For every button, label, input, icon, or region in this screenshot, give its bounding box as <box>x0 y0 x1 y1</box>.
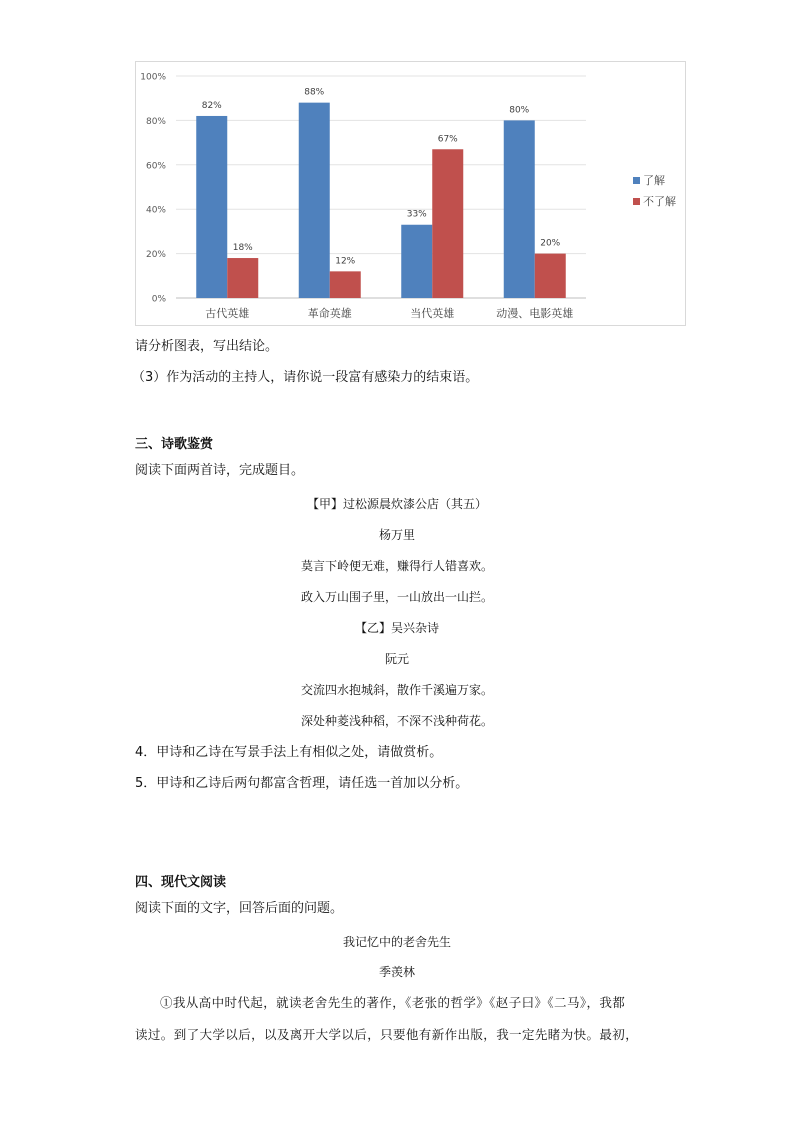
bar-chart-svg <box>136 62 687 327</box>
bar <box>535 254 566 298</box>
poem2-title: 【乙】吴兴杂诗 <box>354 621 439 635</box>
legend-swatch <box>633 177 640 184</box>
article-title: 我记忆中的老舍先生 <box>342 935 451 949</box>
article-paragraph-line-1: ①我从高中时代起，就读老舍先生的著作，《老张的哲学》《赵子曰》《二马》，我都 <box>160 995 626 1010</box>
data-label: 82% <box>201 100 222 111</box>
poem1-author: 杨万里 <box>378 528 415 542</box>
data-label: 18% <box>232 243 253 254</box>
bar <box>299 103 330 298</box>
question-3: （3）作为活动的主持人，请你说一段富有感染力的结束语。 <box>132 370 479 385</box>
y-tick-label: 20% <box>145 250 166 261</box>
data-label: 33% <box>406 209 427 220</box>
poem1-line-1: 莫言下岭便无难，赚得行人错喜欢。 <box>300 559 493 573</box>
section-3-heading: 三、诗歌鉴赏 <box>135 437 214 452</box>
bar <box>401 225 432 298</box>
question-5: 5．甲诗和乙诗后两句都富含哲理，请任选一首加以分析。 <box>135 776 469 791</box>
section-4-heading: 四、现代文阅读 <box>135 875 227 890</box>
bar <box>432 149 463 298</box>
data-label: 88% <box>304 87 325 98</box>
y-tick-label: 0% <box>151 294 166 305</box>
y-tick-label: 100% <box>140 72 166 83</box>
x-tick-label: 动漫、电影英雄 <box>496 307 574 320</box>
x-tick-label: 当代英雄 <box>410 307 455 320</box>
bar <box>504 120 535 298</box>
poem1-line-2: 政入万山围子里，一山放出一山拦。 <box>300 590 493 604</box>
y-tick-label: 80% <box>145 116 166 127</box>
bar-chart <box>135 61 686 326</box>
bar <box>227 258 258 298</box>
bar <box>196 116 227 298</box>
legend-swatch <box>633 198 640 205</box>
chart-question: 请分析图表，写出结论。 <box>135 339 279 354</box>
x-tick-label: 革命英雄 <box>307 307 352 320</box>
y-tick-label: 60% <box>145 161 166 172</box>
poem2-line-2: 深处种菱浅种稻，不深不浅种荷花。 <box>300 714 493 728</box>
data-label: 12% <box>335 256 356 267</box>
y-tick-label: 40% <box>145 205 166 216</box>
x-tick-label: 古代英雄 <box>205 307 250 320</box>
data-label: 67% <box>437 134 458 145</box>
poem2-line-1: 交流四水抱城斜，散作千溪遍万家。 <box>300 683 493 697</box>
section-3-intro: 阅读下面两首诗，完成题目。 <box>135 463 305 478</box>
question-4: 4．甲诗和乙诗在写景手法上有相似之处，请做赏析。 <box>135 745 443 760</box>
article-author: 季羡林 <box>378 965 415 979</box>
poem2-author: 阮元 <box>384 652 409 666</box>
section-4-intro: 阅读下面的文字，回答后面的问题。 <box>135 901 344 916</box>
article-paragraph-line-2: 读过。到了大学以后，以及离开大学以后，只要他有新作出版，我一定先睹为快。最初， <box>135 1027 639 1042</box>
legend-label: 了解 <box>643 174 665 187</box>
bar <box>330 271 361 298</box>
poem1-title: 【甲】过松源晨炊漆公店（其五） <box>306 497 487 511</box>
legend-label: 不了解 <box>643 195 676 208</box>
data-label: 80% <box>509 105 530 116</box>
data-label: 20% <box>540 238 561 249</box>
